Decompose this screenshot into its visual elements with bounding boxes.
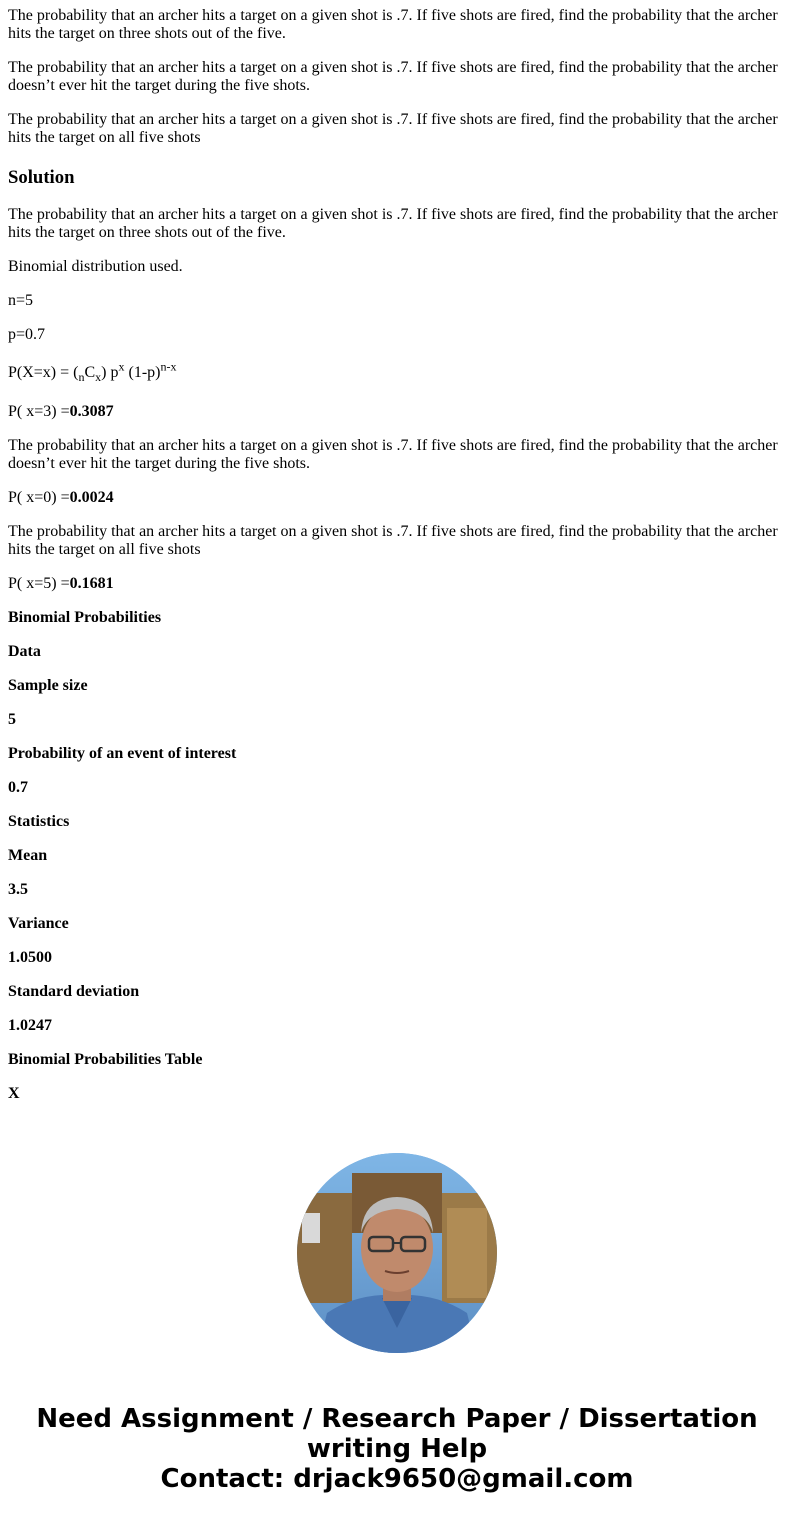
probabilities-table-title: Binomial Probabilities Table: [8, 1051, 203, 1068]
footer-line-1: Need Assignment / Research Paper / Dissertation: [36, 1404, 758, 1434]
solution-heading: Solution: [8, 167, 75, 188]
result-x0: P( x=0) =0.0024: [8, 489, 114, 506]
p-value: p=0.7: [8, 326, 46, 343]
question-3: The probability that an archer hits a target on a given shot is .7. If five shots are fired, find the probability that the archer hits the target on all five shots: [8, 111, 778, 146]
binomial-formula: $P(X=x) = (_nC_x)$ $p^x$ $(1-p)^{n-x}$: [8, 359, 177, 385]
solution-question-2: The probability that an archer hits a target on a given shot is .7. If five shots are fired, find the probability that the archer doesn’t ever hit the target during the five shots.: [8, 437, 778, 472]
table-title: Binomial Probabilities: [8, 609, 162, 626]
contact-footer: [0, 1404, 794, 1494]
sd-value: 1.0247: [8, 1017, 52, 1034]
mean-label: Mean: [8, 847, 48, 864]
method-text: Binomial distribution used.: [8, 258, 183, 275]
author-avatar: [297, 1153, 497, 1353]
document-body: [8, 0, 786, 1126]
solution-question-1: The probability that an archer hits a target on a given shot is .7. If five shots are fired, find the probability that the archer hits the target on three shots out of the five.: [8, 206, 778, 241]
variance-label: Variance: [8, 915, 69, 932]
sd-label: Standard deviation: [8, 983, 140, 1000]
result-x3: P( x=3) =0.3087: [8, 403, 114, 420]
result-x5: P( x=5) =0.1681: [8, 575, 114, 592]
probability-value: 0.7: [8, 779, 28, 796]
sample-size-label: Sample size: [8, 677, 88, 694]
variance-value: 1.0500: [8, 949, 52, 966]
person-portrait-icon: [297, 1153, 497, 1353]
question-2: The probability that an archer hits a target on a given shot is .7. If five shots are fired, find the probability that the archer doesn’t ever hit the target during the five shots.: [8, 59, 778, 94]
footer-contact: Contact: drjack9650@gmail.com: [160, 1464, 634, 1494]
x-column-header: X: [8, 1085, 20, 1102]
probability-label: Probability of an event of interest: [8, 745, 237, 762]
data-heading: Data: [8, 643, 41, 660]
solution-question-3: The probability that an archer hits a target on a given shot is .7. If five shots are fired, find the probability that the archer hits the target on all five shots: [8, 523, 778, 558]
question-1: The probability that an archer hits a target on a given shot is .7. If five shots are fired, find the probability that the archer hits the target on three shots out of the five.: [8, 7, 778, 42]
mean-value: 3.5: [8, 881, 28, 898]
footer-line-2: writing Help: [306, 1434, 488, 1464]
sample-size-value: 5: [8, 711, 16, 728]
statistics-heading: Statistics: [8, 813, 70, 830]
n-value: n=5: [8, 292, 34, 309]
